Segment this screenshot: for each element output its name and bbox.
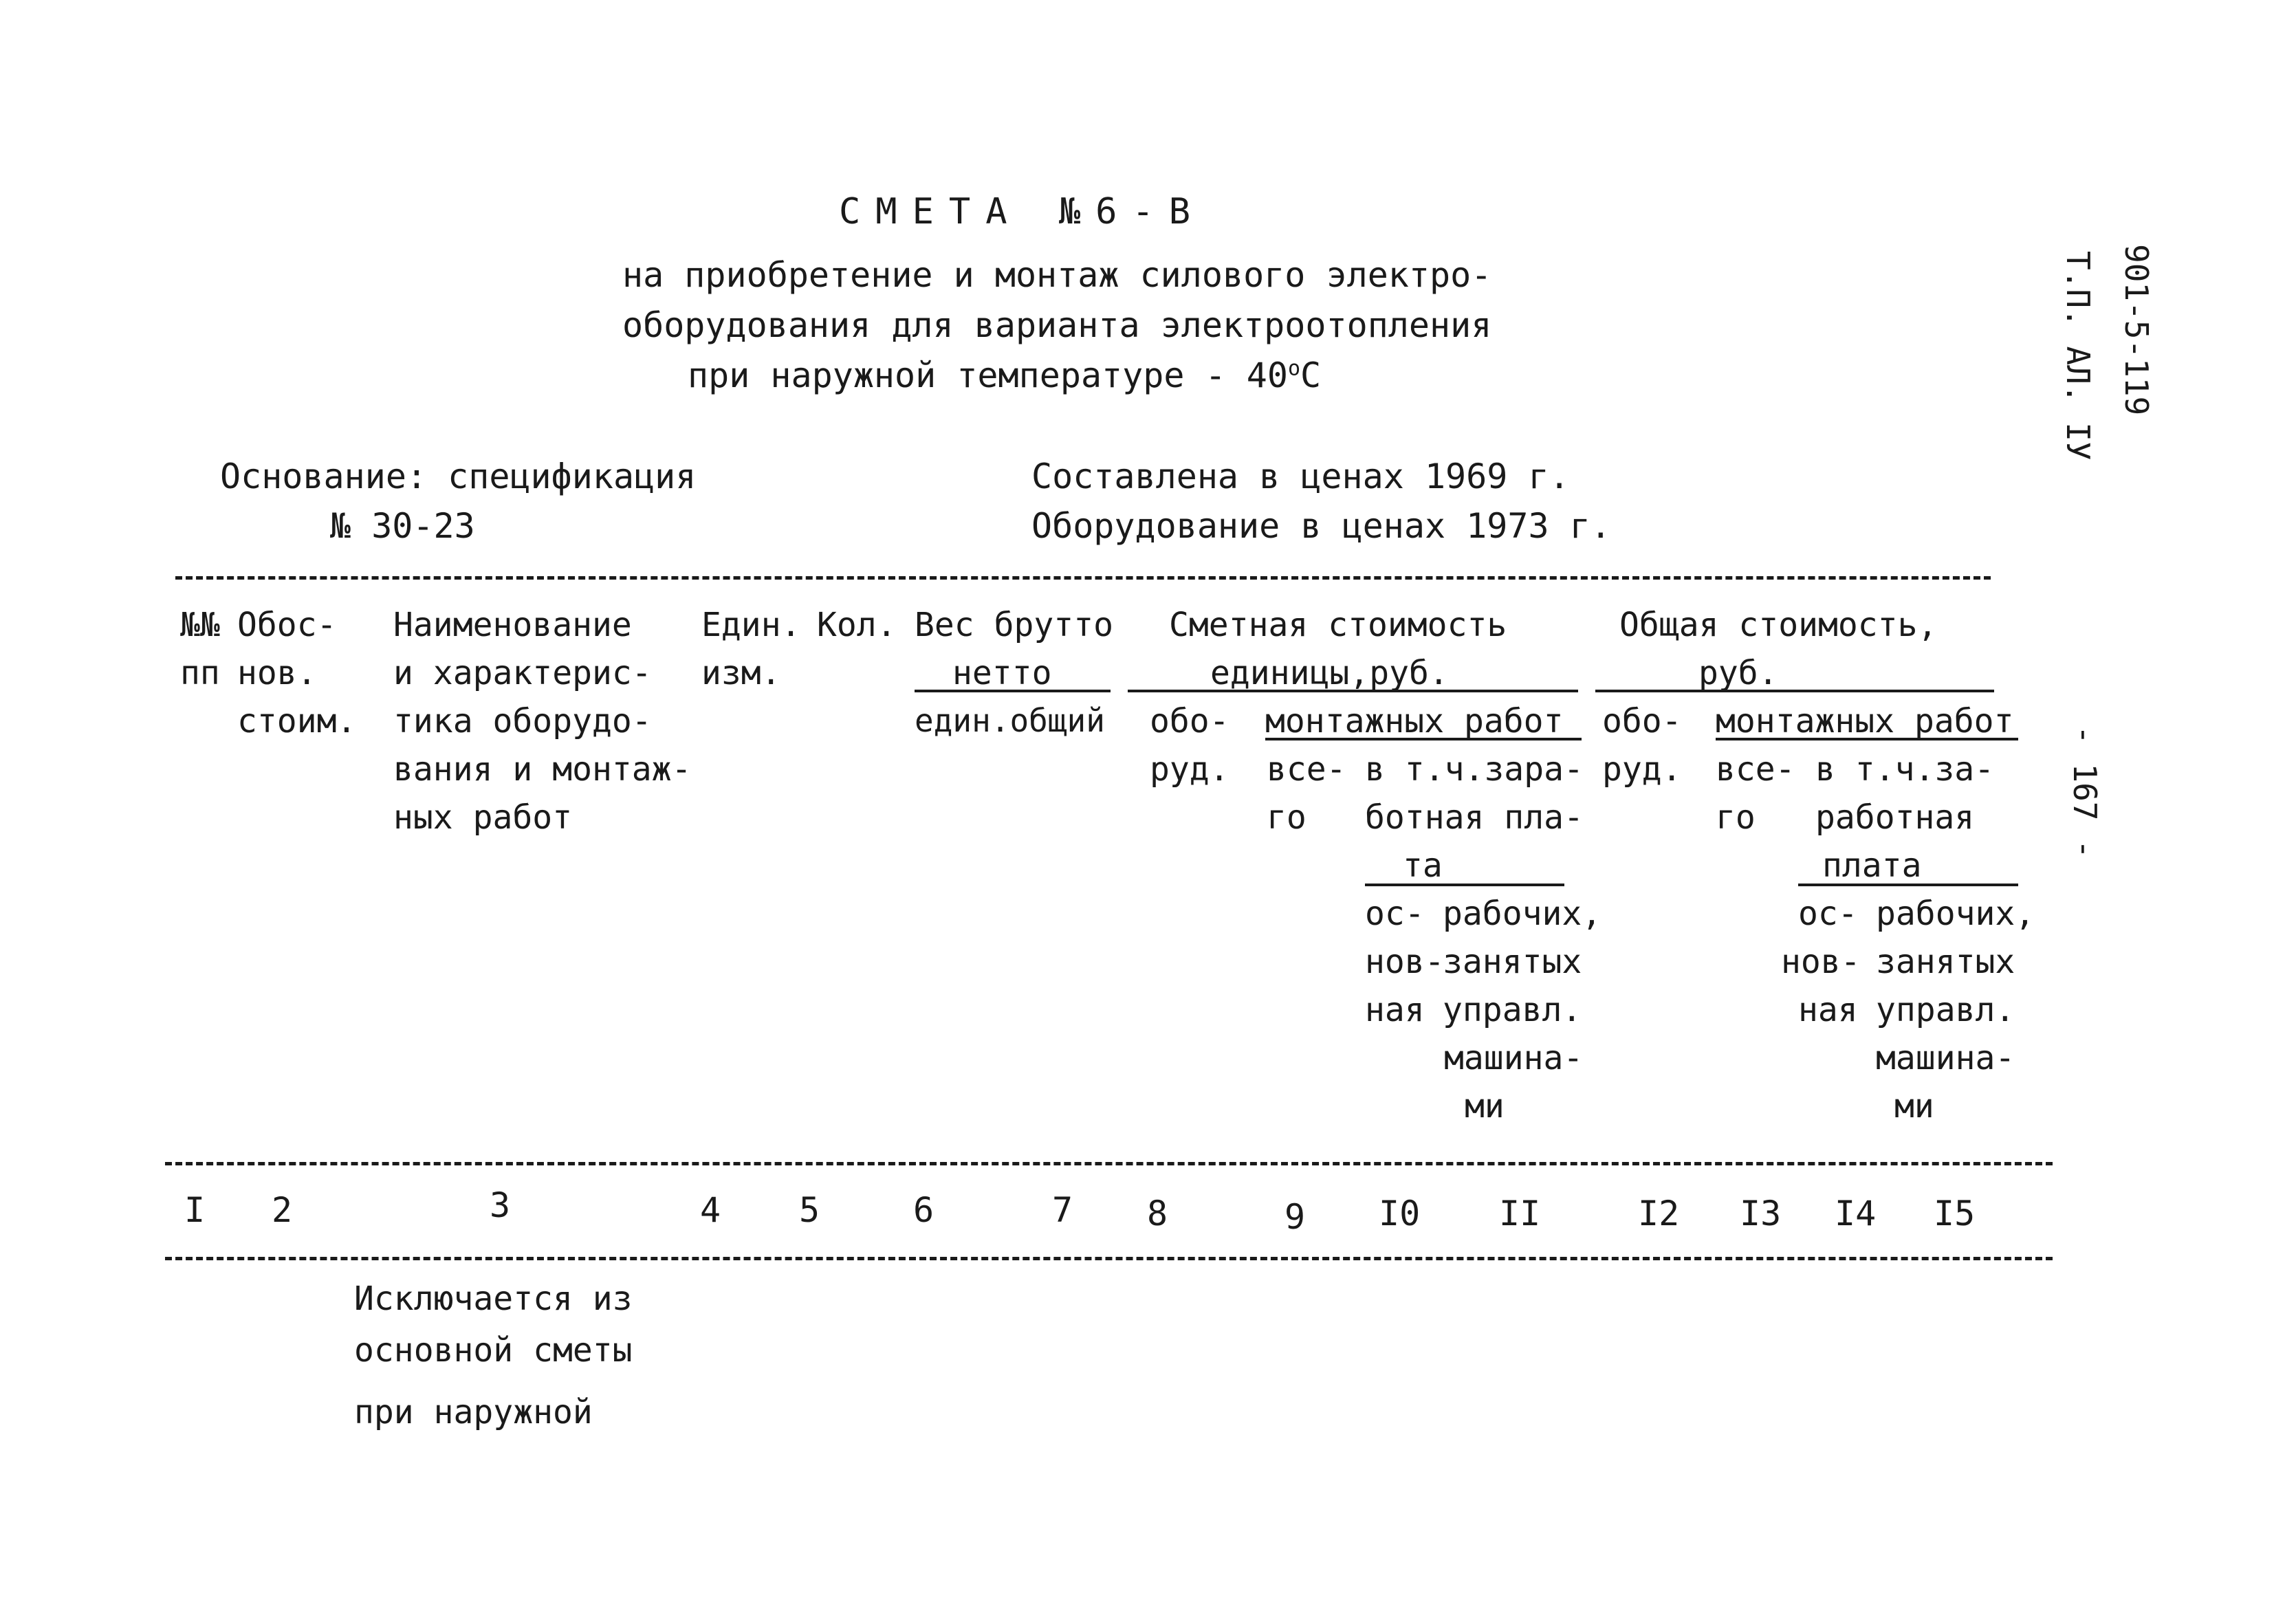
col2-line-2: нов. — [237, 654, 317, 692]
unit-wage-line-2: ботная пла- — [1365, 798, 1584, 837]
unit-wage-underline — [1365, 884, 1564, 886]
basis-line-1: Основание: спецификация — [220, 457, 697, 496]
unit-main-line-3: ная — [1365, 991, 1425, 1029]
subtitle-line-2: оборудования для варианта электроотопления — [622, 305, 1492, 345]
total-mount-underline — [1716, 738, 2018, 740]
col3-line-1: Наименование — [393, 606, 632, 644]
subtitle-line-1: на приобретение и монтаж силового электро- — [622, 255, 1492, 295]
col2-line-1: Обос- — [237, 606, 337, 644]
col4-line-2: изм. — [701, 654, 781, 692]
unit-equip-line-2: руд. — [1150, 750, 1229, 789]
col3-line-4: вания и монтаж- — [393, 750, 692, 789]
col1-line-2: пп — [180, 654, 220, 692]
colnum-10: I0 — [1379, 1194, 1421, 1233]
colnum-12: I2 — [1638, 1194, 1680, 1233]
total-wage-line-1: в т.ч.за- — [1815, 750, 1995, 789]
col1-line-1: №№ — [180, 606, 220, 644]
col5-line-1: Кол. — [817, 606, 897, 644]
total-cost-subtitle: руб. — [1698, 654, 1778, 692]
col4-line-1: Един. — [701, 606, 801, 644]
total-equip-line-1: обо- — [1602, 702, 1682, 740]
side-page-number: - 167 - — [2066, 725, 2103, 859]
subtitle-line-3 — [688, 355, 1322, 395]
total-main-line-2: нов- — [1781, 943, 1861, 981]
total-workers-line-4: машина- — [1876, 1039, 2015, 1077]
unit-cost-title: Сметная стоимость — [1169, 606, 1507, 644]
unit-wage-line-1: в т.ч.зара- — [1365, 750, 1584, 789]
unit-mount-title: монтажных работ — [1265, 702, 1564, 740]
colnum-14: I4 — [1835, 1194, 1877, 1233]
total-workers-line-1: рабочих, — [1876, 895, 2035, 933]
colnum-15: I5 — [1934, 1194, 1976, 1233]
prices-line-2: Оборудование в ценах 1973 г. — [1031, 506, 1611, 546]
side-album-ref: Т.П. АЛ. IУ — [2059, 251, 2097, 461]
total-main-line-1: ос- — [1798, 895, 1858, 933]
total-wage-line-3: плата — [1822, 846, 1922, 885]
subtitle-line-3-text: при наружной температуре - 40 — [688, 355, 1288, 395]
total-total-line-2: го — [1716, 798, 1756, 837]
weight-netto: нетто — [952, 654, 1052, 692]
unit-workers-line-2: занятых — [1443, 943, 1582, 981]
unit-wage-line-3: та — [1403, 846, 1443, 885]
colnum-2: 2 — [272, 1190, 293, 1230]
total-equip-line-2: руд. — [1602, 750, 1682, 789]
degree-sign: о — [1287, 356, 1301, 381]
unit-cost-subtitle: единицы,руб. — [1210, 654, 1449, 692]
colnum-9: 9 — [1284, 1197, 1306, 1237]
colnum-7: 7 — [1052, 1190, 1073, 1230]
total-main-line-3: ная — [1798, 991, 1858, 1029]
colnum-11: II — [1499, 1194, 1541, 1233]
weight-brutto: Вес брутто — [915, 606, 1113, 644]
body-note-line-2: основной сметы — [354, 1331, 633, 1370]
unit-total-line-1: все- — [1267, 750, 1346, 789]
temp-unit: С — [1300, 355, 1322, 395]
separator-top — [175, 576, 1991, 580]
unit-total-line-2: го — [1267, 798, 1307, 837]
separator-header-bottom — [165, 1162, 2053, 1165]
total-workers-line-2: занятых — [1876, 943, 2015, 981]
colnum-6: 6 — [913, 1190, 934, 1230]
total-total-line-1: все- — [1716, 750, 1795, 789]
weight-underline — [915, 690, 1111, 692]
separator-colnums-bottom — [165, 1257, 2053, 1260]
total-wage-underline — [1798, 884, 2018, 886]
total-workers-line-3: управл. — [1876, 991, 2015, 1029]
colnum-4: 4 — [700, 1190, 721, 1230]
col3-line-3: тика оборудо- — [393, 702, 652, 740]
col3-line-5: ных работ — [393, 798, 573, 837]
colnum-13: I3 — [1740, 1194, 1782, 1233]
total-wage-line-2: работная — [1815, 798, 1975, 837]
unit-equip-line-1: обо- — [1150, 702, 1229, 740]
colnum-3: 3 — [490, 1185, 511, 1225]
col2-line-3: стоим. — [237, 702, 357, 740]
unit-workers-line-1: рабочих, — [1443, 895, 1602, 933]
prices-line-1: Составлена в ценах 1969 г. — [1031, 457, 1570, 496]
unit-workers-line-4: машина- — [1444, 1039, 1584, 1077]
total-cost-title: Общая стоимость, — [1619, 606, 1938, 644]
unit-workers-line-5: ми — [1465, 1087, 1505, 1126]
colnum-1: I — [184, 1190, 206, 1230]
colnum-5: 5 — [799, 1190, 820, 1230]
body-note-line-1: Исключается из — [354, 1280, 633, 1318]
body-note-line-3: при наружной — [354, 1393, 593, 1431]
basis-line-2: № 30-23 — [330, 506, 475, 546]
unit-cost-underline — [1128, 690, 1578, 692]
unit-main-line-1: ос- — [1365, 895, 1425, 933]
total-cost-underline — [1595, 690, 1994, 692]
col3-line-2: и характерис- — [393, 654, 652, 692]
colnum-8: 8 — [1147, 1194, 1168, 1233]
side-doc-ref: 901-5-119 — [2118, 244, 2155, 416]
total-mount-title: монтажных работ — [1716, 702, 2014, 740]
document-title: СМЕТА №6-В — [839, 191, 1206, 232]
unit-mount-underline — [1265, 738, 1582, 740]
weight-unit-total: един.общий — [915, 702, 1105, 739]
unit-main-line-2: нов- — [1365, 943, 1445, 981]
unit-workers-line-3: управл. — [1443, 991, 1582, 1029]
total-workers-line-5: ми — [1894, 1087, 1934, 1126]
